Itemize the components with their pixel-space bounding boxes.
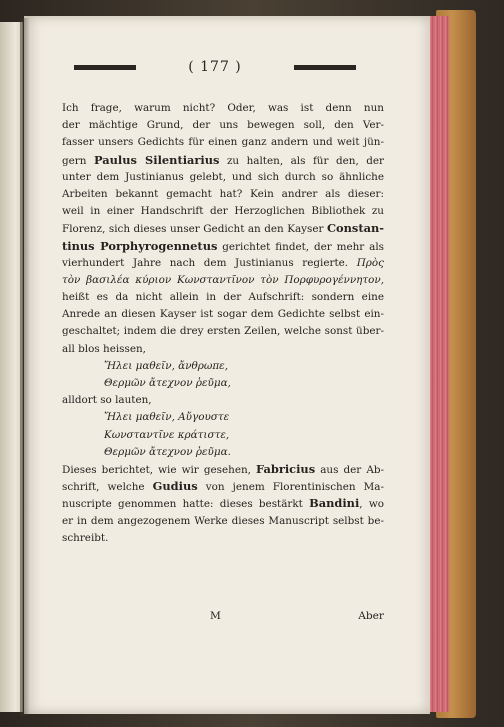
- text-line: heißt es da nicht allein in der Aufschrift: sondern eine: [62, 291, 384, 304]
- emphasized-name: Bandini: [309, 496, 360, 511]
- greek-text: τὸν βασιλέα κύριον Κωνσταντῖνον τὸν Πορφυρογέννητον,: [62, 273, 384, 286]
- text-line: Ich frage, warum nicht? Oder, was ist denn nun: [62, 102, 384, 114]
- text-run: schrift, welche: [62, 481, 153, 494]
- verse-line: Θερμῶν ἄτεχνον ῥεῦμα.: [104, 445, 231, 458]
- page-footer: [62, 610, 384, 628]
- verse-line: Κωνσταντῖνε κράτιστε,: [104, 428, 230, 441]
- text-run: , wo: [359, 498, 384, 511]
- text-line: unter dem Justinianus gelebt, und sich durch so ähnliche: [62, 170, 384, 183]
- text-line: alldort so lauten,: [62, 394, 152, 407]
- text-line: [62, 478, 384, 495]
- page-block-edge: [428, 16, 449, 712]
- page-gutter-shadow: [20, 18, 30, 716]
- text-run: von jenem Florentinischen Ma-: [197, 481, 384, 494]
- verse-line: Ἤλει μαθεῖν, ἄνθρωπε,: [104, 359, 229, 372]
- emphasized-name: Fabricius: [256, 461, 316, 476]
- text-line: Arbeiten bekannt gemacht hat? Kein andrer als dieser:: [62, 187, 384, 200]
- emphasized-name: Gudius: [152, 479, 198, 494]
- verse-line: Θερμῶν ἄτεχνον ῥεῦμα,: [104, 377, 231, 389]
- greek-text: Πρὸς: [356, 256, 384, 269]
- text-line: [62, 272, 384, 289]
- text-run: aus der Ab-: [315, 463, 384, 476]
- signature-mark: M: [210, 610, 221, 622]
- text-line: [62, 220, 384, 237]
- page-header: [74, 56, 356, 78]
- text-line: [62, 461, 384, 478]
- header-rule-left: [74, 65, 136, 70]
- text-line: Anrede an diesen Kayser ist sogar dem Gedichte selbst ein-: [62, 308, 384, 321]
- text-run: zu halten, als für den, der: [219, 154, 384, 167]
- text-run: vierhundert Jahre nach dem Justinianus regierte.: [62, 256, 357, 269]
- catchword: Aber: [358, 610, 384, 622]
- text-line: [62, 255, 384, 272]
- verse-line: Ἤλει μαθεῖν, Αὔγουστε: [104, 411, 230, 424]
- text-line: geschaltet; indem die drey ersten Zeilen, welche sonst über-: [62, 325, 384, 338]
- text-run: gern: [62, 154, 94, 167]
- text-line: all blos heissen,: [62, 342, 146, 355]
- text-line: [62, 238, 384, 255]
- text-line: der mächtige Grund, der uns bewegen soll, den Ver-: [62, 119, 384, 132]
- emphasized-name: tinus Porphyrogennetus: [62, 238, 218, 253]
- header-rule-right: [294, 65, 356, 70]
- text-line: schreibt.: [62, 531, 109, 544]
- body-text: [62, 100, 384, 547]
- page-number: ( 177 ): [188, 59, 242, 75]
- emphasized-name: Constan-: [326, 221, 384, 236]
- text-run: gerichtet findet, der mehr als: [217, 240, 384, 253]
- text-line: fasser unsers Gedichts für einen ganz andern und weit jün-: [62, 136, 384, 149]
- emphasized-name: Paulus Silentiarius: [93, 152, 220, 167]
- text-line: weil in einer Handschrift der Herzoglichen Bibliothek zu: [62, 205, 384, 218]
- text-line: [62, 152, 384, 169]
- text-line: [62, 495, 384, 512]
- text-run: Florenz, sich dieses unser Gedicht an den Kayser: [62, 223, 327, 236]
- text-line: er in dem angezogenem Werke dieses Manuscript selbst be-: [62, 514, 384, 527]
- text-run: nuscripte genommen hatte: dieses bestärkt: [62, 498, 310, 511]
- text-run: Dieses berichtet, wie wir gesehen,: [62, 463, 257, 476]
